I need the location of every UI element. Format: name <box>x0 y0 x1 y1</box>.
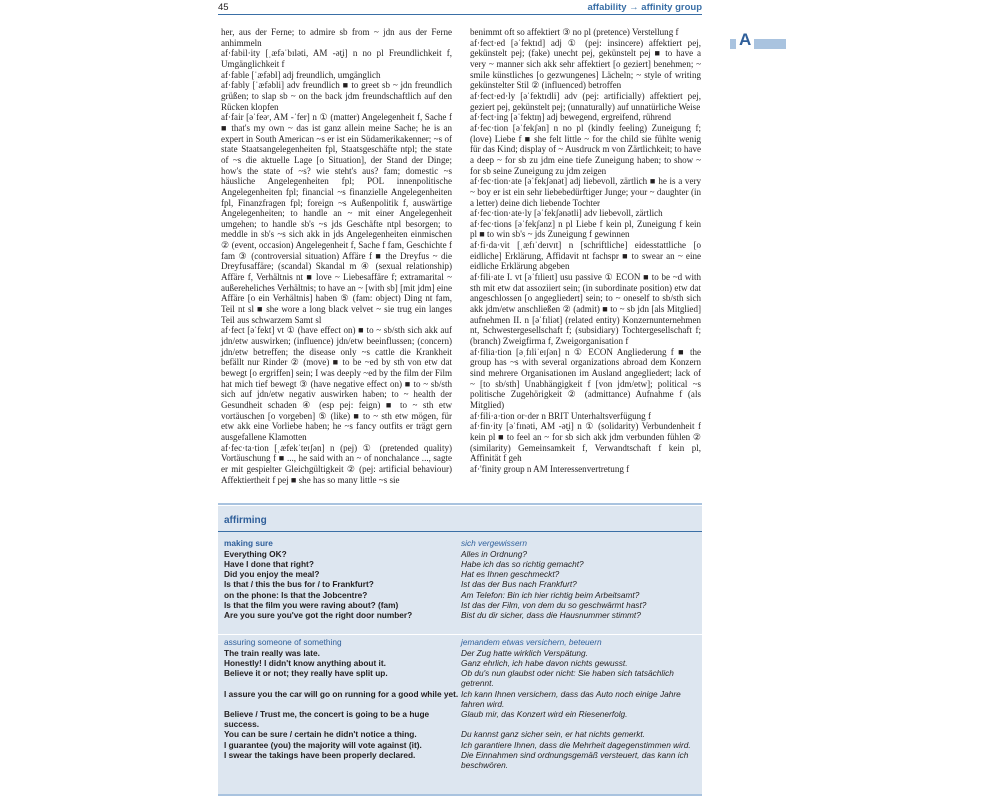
phrase-en: Are you sure you've got the right door number? <box>224 609 413 620</box>
dictionary-entry: af·fect·ing [əˈfektɪŋ] adj bewegend, ergreifend, rührend <box>470 112 671 123</box>
phrase-en: Honestly! I didn't know anything about it. <box>224 657 386 668</box>
dictionary-entry: af·fect [əˈfekt] vt ① (have effect on) ■ to ~ sb/sth sich akk auf jdn/etw auswirken; (influence) jdn/etw beeinflussen; (concern) jdn/etw betreffen; the disease only ~s cattle die Krankheit befällt nur Rinder ② (move) ■ to be ~ed by sth von etw dat bewegt [o ergriffen] sein; I was deeply ~ed by the film der Film hat mich tief bewegt ③ (have negative effect on) ■ to ~ sb/sth sich auf jdn/etw negativ auswirken haben; to ~ health der Gesundheit schaden ④ (esp pej: feign) ■ to ~ sth etw vortäuschen [o vorgeben] ⑤ (like) ■ to ~ sth etw mögen, für etw akk eine Vorliebe haben; he ~s fancy outfits er trägt gern ausgefallene Klamotten <box>221 325 452 442</box>
letter-tab <box>730 30 786 49</box>
dictionary-entry: af·filia·tion [əˌfɪliˈeɪʃən] n ① ECON Angliederung f ■ the group has ~s with several organizations abroad dem Konzern sind mehrere Organisationen im Ausland angegliedert; lack of ~ [to sb/sth] Unabhängigkeit f [von jdm/etw]; political ~s politische Zugehörigkeit ② (admittance) Aufnahme f (als Mitglied) <box>470 346 701 410</box>
phrase-en: Believe it or not; they really have split up. <box>224 668 388 679</box>
dictionary-entry: af·fec·tions [əˈfekʃənz] n pl Liebe f kein pl, Zuneigung f kein pl ■ to win sb's ~ jds Zuneigung f gewinnen <box>470 218 701 240</box>
header-rule <box>218 14 702 15</box>
phrase-de: Ist das der Film, von dem du so geschwärmt hast? <box>461 599 647 610</box>
phrase-de: Du kannst ganz sicher sein, er hat nichts gemerkt. <box>461 729 646 740</box>
phrase-en: Is that the film you were raving about? (fam) <box>224 599 399 610</box>
dictionary-entry: af·fabil·ity [ˌæfəˈbɪləti, AM -ət̬i] n no pl Freundlichkeit f, Umgänglichkeit f <box>221 48 452 69</box>
phrase-row <box>218 569 702 579</box>
page-number: 45 <box>218 2 229 13</box>
section-heading <box>218 538 702 548</box>
right-column <box>470 27 701 489</box>
phrase-de: Ganz ehrlich, ich habe davon nichts gewusst. <box>461 657 628 668</box>
phrase-de: Bist du dir sicher, dass die Hausnummer stimmt? <box>461 609 641 620</box>
section-heading-de: sich vergewissern <box>461 538 527 548</box>
phrase-en: Did you enjoy the meal? <box>224 569 320 580</box>
dictionary-entry: af·fin·ity [əˈfɪnəti, AM -ət̬i] n ① (solidarity) Verbundenheit f kein pl ■ to feel an ~ for sb sich akk jdm verbunden fühlen ② (similarity) Gemeinsamkeit f, Verwandtschaft f kein pl, Affinität f geh <box>470 421 701 464</box>
phrase-de: Am Telefon: Bin ich hier richtig beim Arbeitsamt? <box>461 589 640 600</box>
box-bottom-rule <box>218 794 702 796</box>
phrase-en: I assure you the car will go on running for a good while yet. <box>224 688 459 699</box>
phrase-de: Ob du's nun glaubst oder nicht: Sie haben sich tatsächlich getrennt. <box>461 668 674 689</box>
phrase-en: Everything OK? <box>224 548 287 559</box>
phrase-de: Ich garantiere Ihnen, dass die Mehrheit dagegenstimmen wird. <box>461 739 691 750</box>
phrase-row <box>218 668 702 688</box>
running-head: affability → affinity group <box>587 2 702 13</box>
phrase-row <box>218 559 702 569</box>
dictionary-entry: af·fec·tion [əˈfekʃən] n no pl (kindly feeling) Zuneigung f; (love) Liebe f ■ she felt little ~ for the child sie fühlte wenig für das Kind; display of ~ Ausdruck m von Zärtlichkeit; to have a deep ~ for sb zu jdm eine tiefe Zuneigung haben; to show ~ for sb seine Zuneigung zu jdm zeigen <box>470 122 701 176</box>
phrase-de: Ich kann Ihnen versichern, dass das Auto noch einige Jahre fahren wird. <box>461 688 681 709</box>
phrase-de: Die Einnahmen sind ordnungsgemäß versteuert, das kann ich beschwören. <box>461 749 689 770</box>
dictionary-entry: af·fect·ed·ly [əˈfektɪdli] adv (pej: artificially) affektiert pej, geziert pej, gekünstelt pej; (unnaturally) auf unnatürliche Weise <box>470 90 701 112</box>
phrase-de: Der Zug hatte wirklich Verspätung. <box>461 647 588 658</box>
phrase-en: I swear the takings have been properly declared. <box>224 749 416 760</box>
phrase-de: Habe ich das so richtig gemacht? <box>461 558 584 569</box>
dictionary-entry: af·fec·ta·tion [ˌæfekˈteɪʃən] n (pej) ① (pretended quality) Vortäuschung f ■ ..., he said with an ~ of nonchalance ..., sagte er mit gespielter Gleichgültigkeit ② (pej: artificial behaviour) Affektiertheit f pej ■ she has so many little ~s sie <box>221 442 452 485</box>
phrase-row <box>218 590 702 600</box>
dictionary-entry: af·fi·da·vit [ˌæfɪˈdeɪvɪt] n [schriftliche] eidesstattliche [o eidliche] Erklärung, Affidavit nt fachspr ■ to swear an ~ eine eidliche Erklärung abgeben <box>470 240 701 272</box>
dictionary-entry: af·fec·tion·ate [əˈfekʃənət] adj liebevoll, zärtlich ■ he is a very ~ boy er ist ein sehr liebebedürftiger Junge; your ~ daughter (in a letter) deine dich liebende Tochter <box>470 176 701 208</box>
dictionary-entry: af·fably [ˈæfəbli] adv freundlich ■ to greet sb ~ jdn freundlich grüßen; to slap sb ~ on the back jdm freundschaftlich auf den Rücken klopfen <box>221 80 452 112</box>
dictionary-entry: af·fili·a·tion or·der n BRIT Unterhaltsverfügung f <box>470 410 651 421</box>
phrase-en: I guarantee (you) the majority will vote against (it). <box>224 739 422 750</box>
section-heading-en: making sure <box>224 538 273 548</box>
phrase-de: Alles in Ordnung? <box>461 548 527 559</box>
dictionary-entry: her, aus der Ferne; to admire sb from ~ jdn aus der Ferne anhimmeln <box>221 27 452 48</box>
phrase-row <box>218 709 702 729</box>
phrase-en: The train really was late. <box>224 647 320 658</box>
phrase-en: on the phone: Is that the Jobcentre? <box>224 589 368 600</box>
usage-section-assuring <box>218 634 702 770</box>
usage-box-header <box>218 506 702 532</box>
phrase-row <box>218 658 702 668</box>
dictionary-entry: benimmt oft so affektiert ③ no pl (pretence) Verstellung f <box>470 27 679 37</box>
dictionary-entry: af·fili·ate I. vt [əˈfɪlieɪt] usu passive ① ECON ■ to be ~d with sth mit etw dat assoziiert sein; (in subordinate position) etw dat angeschlossen [o angegliedert] sein; to ~ oneself to sb/sth sich akk jdm/etw anschließen ② (admit) ■ to ~ sb jdn [als Mitglied] aufnehmen II. n [əˈfɪliət] (related entity) Konzernunternehmen nt, Schwestergesellschaft f; (subsidiary) Tochtergesellschaft f; (branch) Zweigfirma f, Zweigorganisation f <box>470 272 701 347</box>
phrase-row <box>218 750 702 770</box>
phrase-en: You can be sure / certain he didn't notice a thing. <box>224 729 417 740</box>
phrase-de: Glaub mir, das Konzert wird ein Riesenerfolg. <box>461 708 628 719</box>
phrase-row <box>218 610 702 620</box>
box-top-rule <box>218 503 702 505</box>
dictionary-entry: af·'finity group n AM Interessenvertretung f <box>470 463 630 474</box>
phrase-row <box>218 740 702 750</box>
page-header <box>218 2 702 18</box>
letter-tab-letter: A <box>736 30 754 49</box>
dictionary-entry: af·fec·tion·ate·ly [əˈfekʃənətli] adv liebevoll, zärtlich <box>470 208 663 219</box>
usage-box-title: affirming <box>224 515 267 526</box>
phrase-row <box>218 689 702 709</box>
dictionary-entry: af·fair [əˈfeəʳ, AM -ˈfer] n ① (matter) Angelegenheit f, Sache f ■ that's my own ~ das ist ganz allein meine Sache; he is an expert in South American ~s er ist ein Südamerikakenner; ~s of state Staatsangelegenheiten fpl, Staatsgeschäfte ntpl; the state of ~s die aktuelle Lage [o Situation], der Stand der Dinge; how's the state of ~s? wie steht's aus? fam; domestic ~s häusliche Angelegenheiten fpl; POL innenpolitische Angelegenheiten fpl; financial ~s finanzielle Angelegenheiten fpl, Finanzfragen fpl; foreign ~s Außenpolitik f, auswärtige Angelegenheiten; to handle an ~ mit einer Angelegenheit umgehen; to handle sb's ~s jds Geschäfte ntpl besorgen; to meddle in sb's ~s sich akk in jds Angelegenheiten einmischen ② (event, occasion) Angelegenheit f, Sache f fam, Geschichte f fam ③ (controversial situation) Affäre f ■ the Dreyfus ~ die Dreyfusaffäre; (scandal) Skandal m ④ (sexual relationship) Affäre f, Verhältnis nt ■ love ~ Liebesaffäre f; extramarital ~ außereheliches Verhältnis; to have an ~ [with sb] [mit jdm] eine Affäre [o ein Verhältnis] haben ⑤ (fam: object) Ding nt fam, Teil nt sl ■ she wore a long black velvet ~ sie trug ein langes Teil aus schwarzem Samt sl <box>221 112 452 325</box>
phrase-en: Believe / Trust me, the concert is going to be a huge success. <box>224 708 430 730</box>
phrase-en: Have I done that right? <box>224 558 314 569</box>
usage-section-making-sure <box>218 538 702 620</box>
section-heading <box>218 637 702 647</box>
usage-box <box>218 506 702 796</box>
section-heading-de: jemandem etwas versichern, beteuern <box>461 637 602 647</box>
phrase-row <box>218 549 702 559</box>
section-heading-en: assuring someone of something <box>224 637 342 647</box>
dictionary-entry: af·fect·ed [əˈfektɪd] adj ① (pej: insincere) affektiert pej, gekünstelt pej; (fake) unecht pej, gekünstelt pej ■ to have a very ~ manner sich akk sehr affektiert [o geziert] benehmen; ~ smile künstliches [o gezwungenes] Lächeln; ~ style of writing gekünstelter Stil ② (influenced) betroffen <box>470 37 701 91</box>
phrase-row <box>218 729 702 739</box>
left-column <box>221 27 452 489</box>
phrase-de: Hat es Ihnen geschmeckt? <box>461 569 560 580</box>
phrase-row <box>218 648 702 658</box>
phrase-row <box>218 600 702 610</box>
phrase-row <box>218 579 702 589</box>
dictionary-entry: af·fable [ˈæfəbl] adj freundlich, umgänglich <box>221 69 381 80</box>
phrase-en: Is that / this the bus for / to Frankfurt? <box>224 579 374 590</box>
phrase-de: Ist das der Bus nach Frankfurt? <box>461 579 577 590</box>
